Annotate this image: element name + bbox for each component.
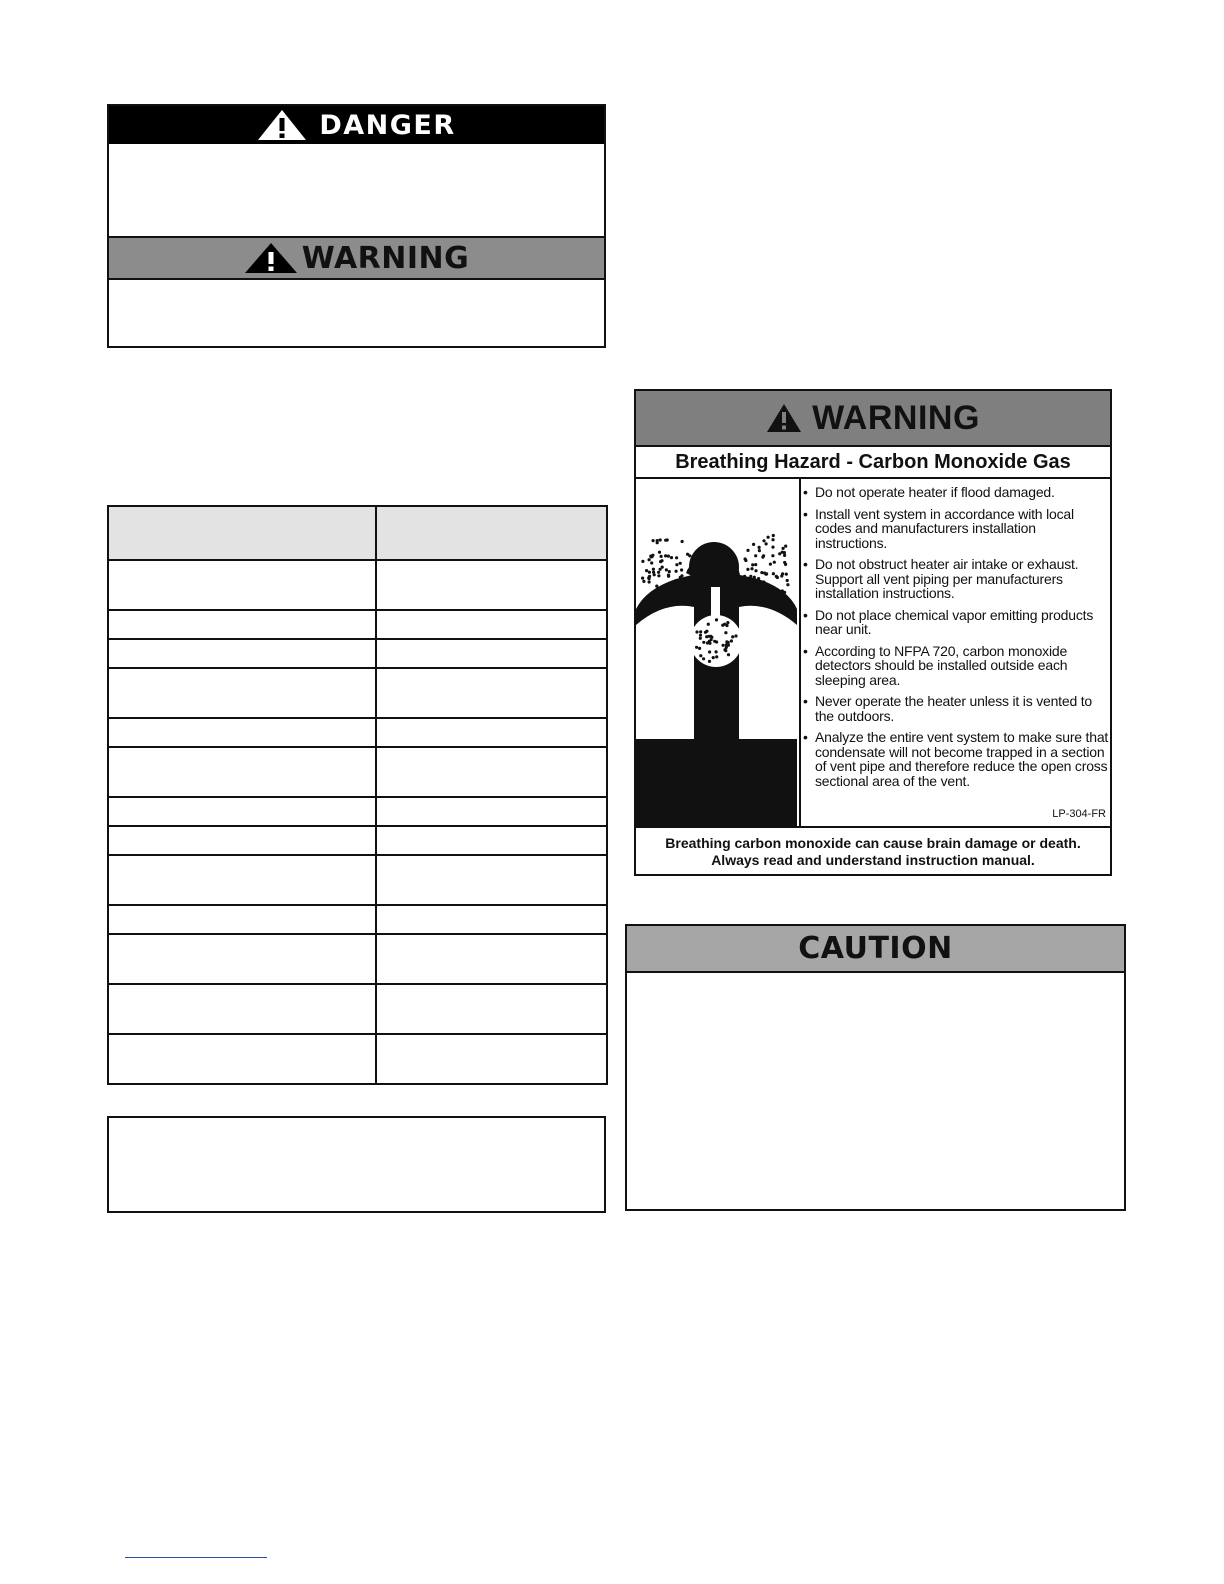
table-row (108, 560, 607, 610)
label-code: LP-304-FR (1052, 808, 1106, 820)
label-footer-line-1: Breathing carbon monoxide can cause brain damage or death. (665, 835, 1081, 851)
table-header-row (108, 506, 607, 560)
label-bullet: • Do not place chemical vapor emitting products near unit. (801, 608, 1111, 637)
table-cell (108, 934, 376, 984)
table-row (108, 639, 607, 668)
note-box (107, 1116, 606, 1213)
danger-title: DANGER (319, 109, 456, 141)
table-cell (108, 1034, 376, 1084)
table-cell (108, 747, 376, 797)
table-cell (376, 905, 607, 934)
label-bullet: • Never operate the heater unless it is vented to the outdoors. (801, 694, 1111, 723)
table-cell (376, 639, 607, 668)
warning-triangle-icon (244, 242, 298, 274)
danger-header (109, 106, 604, 144)
danger-triangle-icon (257, 109, 307, 141)
label-bullet: • According to NFPA 720, carbon monoxide detectors should be installed outside each sleeping area. (801, 644, 1111, 688)
table-row (108, 718, 607, 747)
table-row (108, 934, 607, 984)
breathing-hazard-pictogram (636, 479, 801, 826)
table-cell (376, 610, 607, 639)
table-cell (108, 639, 376, 668)
spec-table (107, 505, 608, 1085)
table-cell (108, 797, 376, 826)
label-bullet: • Install vent system in accordance with local codes and manufacturers installation instructions. (801, 507, 1111, 551)
table-row (108, 905, 607, 934)
table-row (108, 797, 607, 826)
caution-header (627, 926, 1124, 973)
warning-header (109, 238, 604, 280)
warning-title: WARNING (301, 240, 470, 276)
caution-title: CAUTION (798, 931, 953, 966)
label-bullet: • Do not operate heater if flood damaged. (801, 485, 1111, 500)
table-cell (376, 506, 607, 560)
label-footer (636, 826, 1110, 876)
danger-body (109, 144, 604, 238)
label-title: WARNING (812, 398, 980, 437)
table-cell (376, 1034, 607, 1084)
table-cell (376, 855, 607, 905)
table-cell (376, 826, 607, 855)
table-row (108, 826, 607, 855)
table-cell (376, 747, 607, 797)
table-cell (376, 797, 607, 826)
table-cell (108, 718, 376, 747)
table-row (108, 610, 607, 639)
table-cell (376, 984, 607, 1034)
label-subtitle: Breathing Hazard - Carbon Monoxide Gas (636, 447, 1110, 479)
table-cell (108, 905, 376, 934)
table-row (108, 984, 607, 1034)
table-cell (376, 668, 607, 718)
footer-rule (125, 1557, 267, 1558)
table-cell (108, 506, 376, 560)
label-bullet: • Do not obstruct heater air intake or exhaust. Support all vent piping per manufacturers installation instructions. (801, 557, 1111, 601)
table-cell (108, 560, 376, 610)
label-footer-line-2: Always read and understand instruction manual. (711, 852, 1035, 868)
table-cell (108, 610, 376, 639)
table-cell (108, 855, 376, 905)
table-cell (108, 668, 376, 718)
table-row (108, 747, 607, 797)
label-header (636, 391, 1110, 447)
warning-triangle-icon (766, 403, 802, 433)
table-row (108, 668, 607, 718)
label-bullet-list (801, 485, 1111, 825)
table-row (108, 855, 607, 905)
table-cell (376, 718, 607, 747)
table-cell (108, 826, 376, 855)
caution-box (625, 924, 1126, 1211)
table-cell (376, 560, 607, 610)
label-bullet: • Analyze the entire vent system to make sure that condensate will not become trapped in a section of vent pipe and therefore reduce the open cross sectional area of the vent. (801, 730, 1111, 788)
danger-warning-box (107, 104, 606, 348)
table-row (108, 1034, 607, 1084)
table-cell (376, 934, 607, 984)
table-cell (108, 984, 376, 1034)
co-warning-label (634, 389, 1112, 876)
